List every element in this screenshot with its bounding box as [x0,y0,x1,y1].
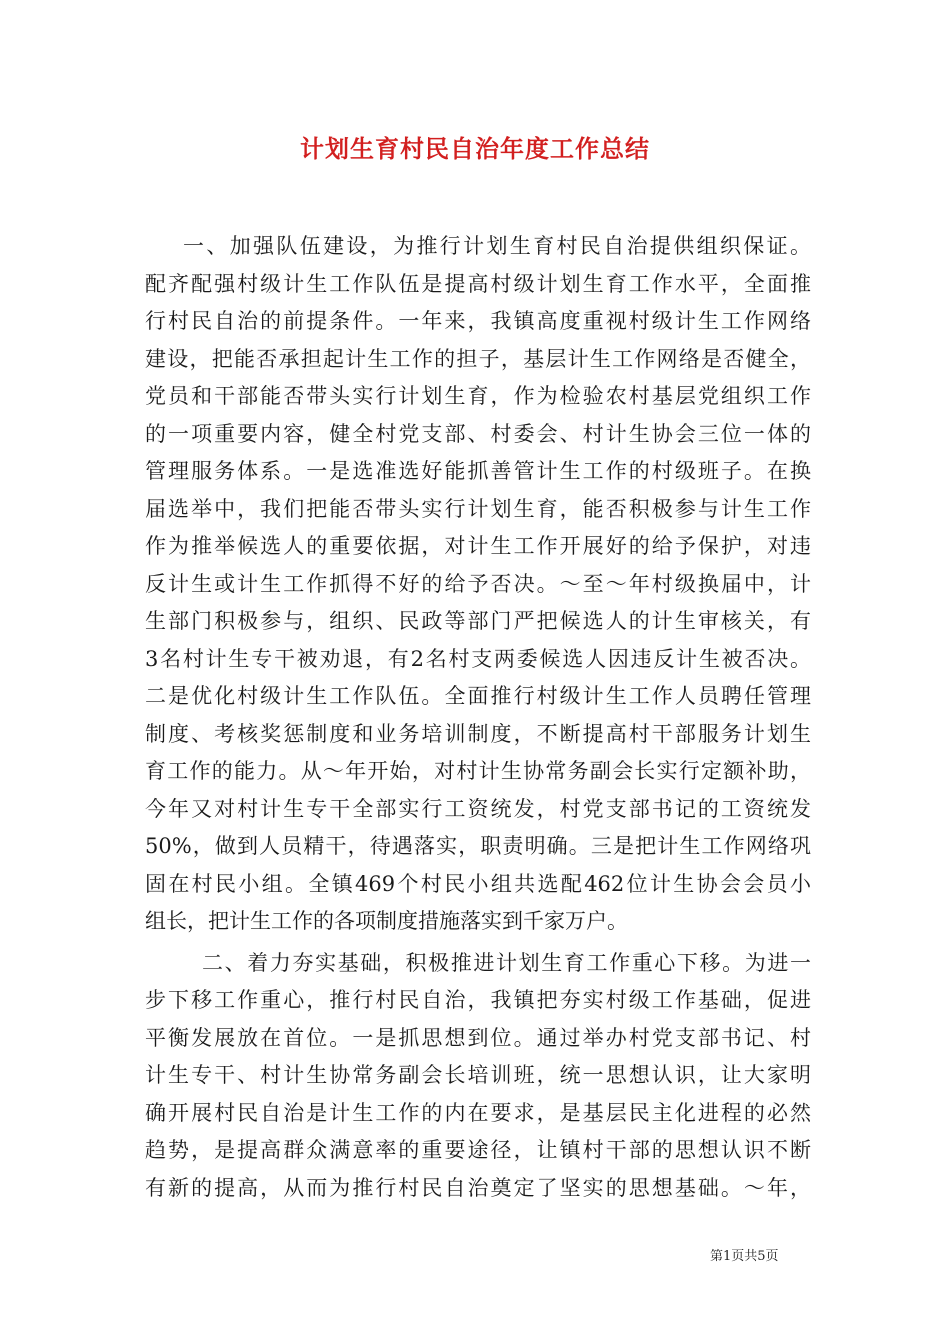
text-line: 平衡发展放在首位。一是抓思想到位。通过举办村党支部书记、村 [145,1025,811,1050]
text-line: 反计生或计生工作抓得不好的给予否决。～至～年村级换届中，计 [145,571,811,596]
text-line: 行村民自治的前提条件。一年来，我镇高度重视村级计生工作网络 [145,309,811,333]
text-line: 作为推举候选人的重要依据，对计生工作开展好的给予保护，对违 [145,534,811,558]
text-line: 的一项重要内容，健全村党支部、村委会、村计生协会三位一体的 [145,421,811,446]
text-line: 育工作的能力。从～年开始，对村计生协常务副会长实行定额补助， [145,759,811,783]
paragraph-1 [145,228,811,941]
text-line: 今年又对村计生专干全部实行工资统发，村党支部书记的工资统发 [145,796,811,821]
text-line: 步下移工作重心，推行村民自治，我镇把夯实村级工作基础，促进 [145,988,811,1012]
text-line: 50%，做到人员精干，待遇落实，职责明确。三是把计生工作网络巩 [145,834,811,858]
text-line: 3名村计生专干被劝退，有2名村支两委候选人因违反计生被否决。 [145,646,811,671]
text-line: 生部门积极参与，组织、民政等部门严把候选人的计生审核关，有 [145,609,811,633]
page-number: 第1页共5页 [710,1249,779,1264]
text-line: 届选举中，我们把能否带头实行计划生育，能否积极参与计生工作 [145,496,811,521]
document-title: 计划生育村民自治年度工作总结 [300,134,650,163]
document-body [145,228,811,1207]
text-line: 计生专干、村计生协常务副会长培训班，统一思想认识，让大家明 [145,1063,811,1087]
text-line: 二是优化村级计生工作队伍。全面推行村级计生工作人员聘任管理 [145,684,811,708]
text-line: 趋势，是提高群众满意率的重要途径，让镇村干部的思想认识不断 [145,1138,811,1162]
text-line: 二、着力夯实基础，积极推进计划生育工作重心下移。为进一 [202,950,811,975]
paragraph-2 [145,945,811,1208]
text-line: 党员和干部能否带头实行计划生育，作为检验农村基层党组织工作 [145,384,811,408]
text-line: 配齐配强村级计生工作队伍是提高村级计划生育工作水平，全面推 [145,271,811,296]
text-line: 建设，把能否承担起计生工作的担子，基层计生工作网络是否健全， [145,346,811,371]
text-line: 组长，把计生工作的各项制度措施落实到千家万户。 [145,909,628,933]
text-line: 管理服务体系。一是选准选好能抓善管计生工作的村级班子。在换 [145,459,811,483]
text-line: 制度、考核奖惩制度和业务培训制度，不断提高村干部服务计划生 [145,721,811,746]
text-line: 固在村民小组。全镇469个村民小组共选配462位计生协会会员小 [145,871,811,896]
text-line: 一、加强队伍建设，为推行计划生育村民自治提供组织保证。 [183,234,811,258]
text-line: 有新的提高，从而为推行村民自治奠定了坚实的思想基础。～年， [145,1175,811,1200]
text-line: 确开展村民自治是计生工作的内在要求，是基层民主化进程的必然 [145,1100,811,1125]
